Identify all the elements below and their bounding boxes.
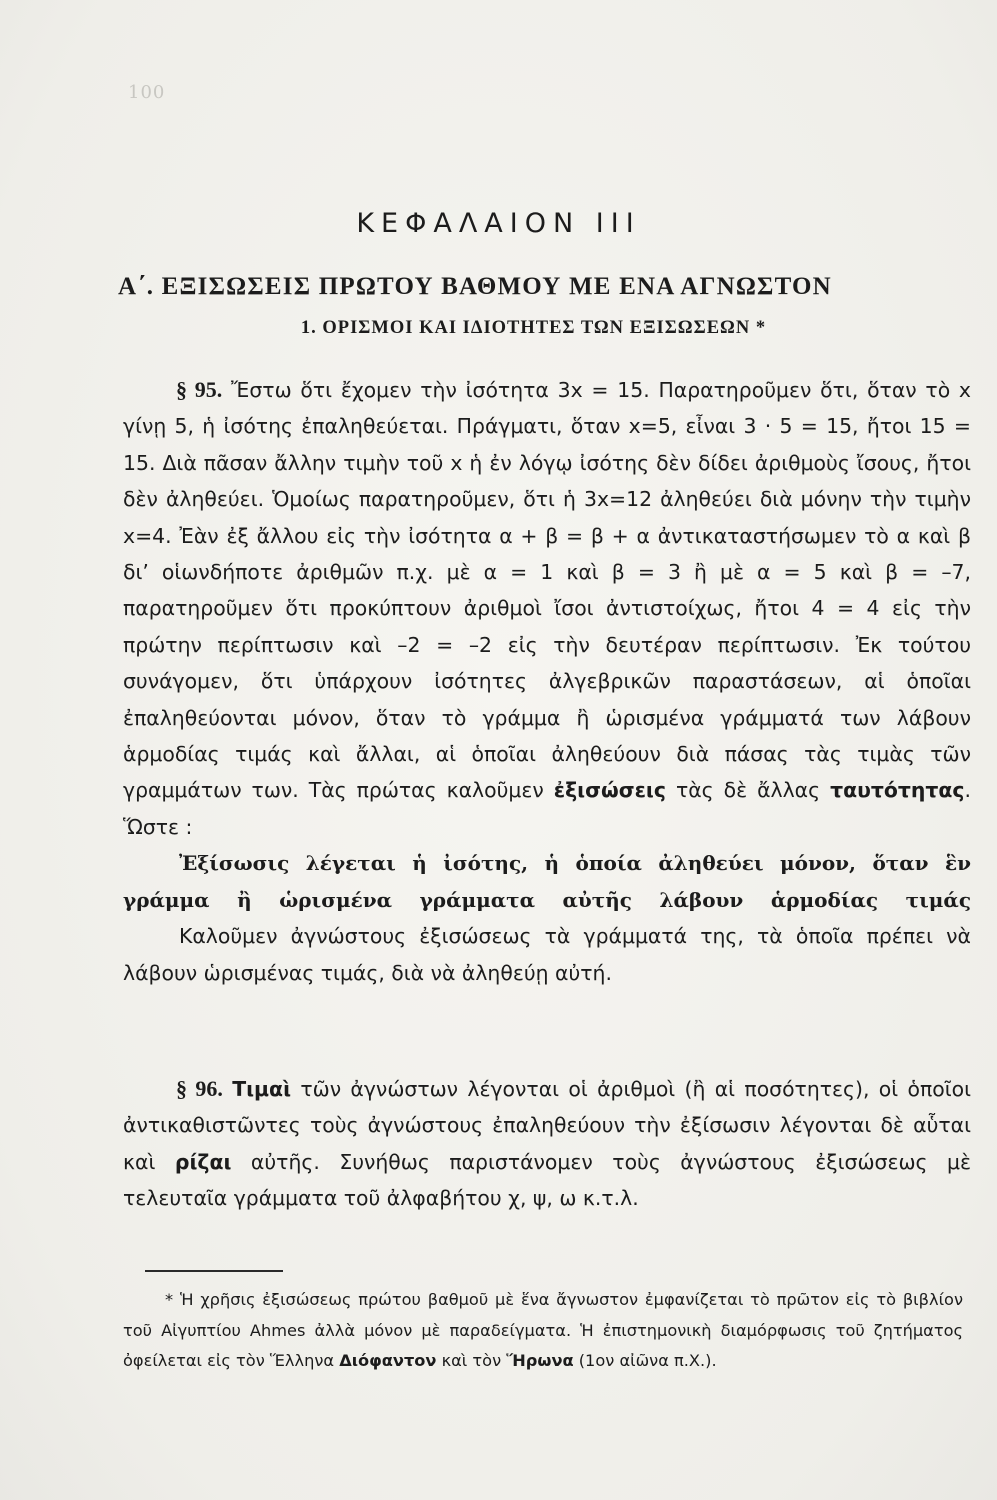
paragraph-96 xyxy=(123,1071,971,1217)
footnote xyxy=(123,1285,963,1377)
page-number: 100 xyxy=(128,82,166,103)
chapter-heading: ΚΕΦΑΛΑΙΟΝ III xyxy=(356,208,641,239)
term-roots: ρίζαι xyxy=(174,1149,232,1174)
paragraph-95-text-3: . Ὥστε : xyxy=(123,778,971,839)
footnote-body xyxy=(123,1285,963,1377)
paragraph-95-text-1: Ἔστω ὅτι ἔχομεν τὴν ἰσότητα 3x = 15. Παρατηροῦμεν ὅτι, ὅταν τὸ x γίνῃ 5, ἡ ἰσότης ἐπαληθεύεται. Πράγματι, ὅταν x=5, εἶναι 3 · 5 = 15, ἤτοι 15 = 15. Διὰ πᾶσαν ἄλλην τιμὴν τοῦ x ἡ ἐν λόγῳ ἰσότης δὲν δίδει ἀριθμοὺς ἴσους, ἤτοι δὲν ἀληθεύει. Ὁμοίως παρατηροῦμεν, ὅτι ἡ 3x=12 ἀληθεύει διὰ μόνην τὴν τιμὴν x=4. Ἐὰν ἐξ ἄλλου εἰς τὴν ἰσότητα α + β = β + α ἀντικαταστήσωμεν τὸ α καὶ β δι’ οἱωνδήποτε ἀριθμῶν π.χ. μὲ α = 1 καὶ β = 3 ἢ μὲ α = 5 καὶ β = –7, παρατηροῦμεν ὅτι προκύπτουν ἀριθμοὶ ἴσοι ἀντιστοίχως, ἤτοι 4 = 4 εἰς τὴν πρώτην περίπτωσιν καὶ –2 = –2 εἰς τὴν δευτέραν περίπτωσιν. Ἐκ τούτου συνάγομεν, ὅτι ὑπάρχουν ἰσότητες ἀλγεβρικῶν παραστάσεων, αἱ ὁποῖαι ἐπαληθεύονται μόνον, ὅταν τὸ γράμμα ἢ ὡρισμένα γράμματά των λάβουν ἁρμοδίας τιμάς καὶ ἄλλαι, αἱ ὁποῖαι ἀληθεύουν διὰ πάσας τὰς τιμὰς τῶν γραμμάτων των. Τὰς πρώτας καλοῦμεν xyxy=(123,378,972,803)
definition-line-2: γράμμα ἢ ὡρισμένα γράμματα αὐτῆς λάβουν ἁρμοδίας τιμάς xyxy=(123,887,971,912)
term-identity: ταυτότητας xyxy=(830,778,965,803)
section-label-95: § 95. xyxy=(176,377,223,402)
unknowns-paragraph: Καλοῦμεν ἀγνώστους ἐξισώσεως τὰ γράμματά της, τὰ ὁποῖα πρέπει νὰ λάβουν ὡρισμένας τιμάς, διὰ νὰ ἀληθεύῃ αὐτή. xyxy=(123,924,971,985)
footnote-text-3: (1ον αἰῶνα π.Χ.). xyxy=(573,1351,717,1370)
footnote-divider xyxy=(145,1270,283,1272)
term-equations: ἐξισώσεις xyxy=(553,778,666,803)
paragraph-95-body xyxy=(123,372,971,845)
footnote-text-2: καὶ τὸν xyxy=(436,1351,507,1370)
paragraph-96-body xyxy=(123,1071,971,1217)
footnote-name-heron: Ἥρωνα xyxy=(506,1351,574,1370)
term-values: Τιμαὶ xyxy=(232,1077,292,1101)
section-label-96: § 96. xyxy=(176,1076,223,1101)
paragraph-95-text-2: τὰς δὲ ἄλλας xyxy=(665,778,831,803)
section-title: Α΄. ΕΞΙΣΩΣΕΙΣ ΠΡΩΤΟΥ ΒΑΘΜΟΥ ΜΕ ΕΝΑ ΑΓΝΩΣΤΟΝ xyxy=(118,273,832,300)
paragraph-96-text-2: αὐτῆς. Συνήθως παριστάνομεν τοὺς ἀγνώστους ἐξισώσεως μὲ τελευταῖα γράμματα τοῦ ἀλφαβήτου χ, ψ, ω κ.τ.λ. xyxy=(123,1149,972,1211)
paragraph-95 xyxy=(123,372,971,991)
definition-line-1: Ἐξίσωσις λέγεται ἡ ἰσότης, ἡ ὁποία ἀληθεύει μόνον, ὅταν ἓν xyxy=(179,851,971,876)
subsection-title: 1. ΟΡΙΣΜΟΙ ΚΑΙ ΙΔΙΟΤΗΤΕΣ ΤΩΝ ΕΞΙΣΩΣΕΩΝ * xyxy=(300,318,767,338)
footnote-name-diophantus: Διόφαντον xyxy=(339,1351,437,1370)
paragraph-96-text-1: τῶν ἀγνώστων λέγονται οἱ ἀριθμοὶ (ἢ αἱ ποσότητες), οἱ ὁποῖοι ἀντικαθιστῶντες τοὺς ἀγνώστους ἐπαληθεύουν τὴν ἐξίσωσιν λέγονται δὲ αὗται καὶ xyxy=(123,1077,972,1174)
footnote-text-1: * Ἡ χρῆσις ἐξισώσεως πρώτου βαθμοῦ μὲ ἕνα ἄγνωστον ἐμφανίζεται τὸ πρῶτον εἰς τὸ βιβλίον τοῦ Αἰγυπτίου Ahmes ἀλλὰ μόνον μὲ παραδείγματα. Ἡ ἐπιστημονικὴ διαμόρφωσις τοῦ ζητήματος ὀφείλεται εἰς τὸν Ἕλληνα xyxy=(123,1290,963,1370)
